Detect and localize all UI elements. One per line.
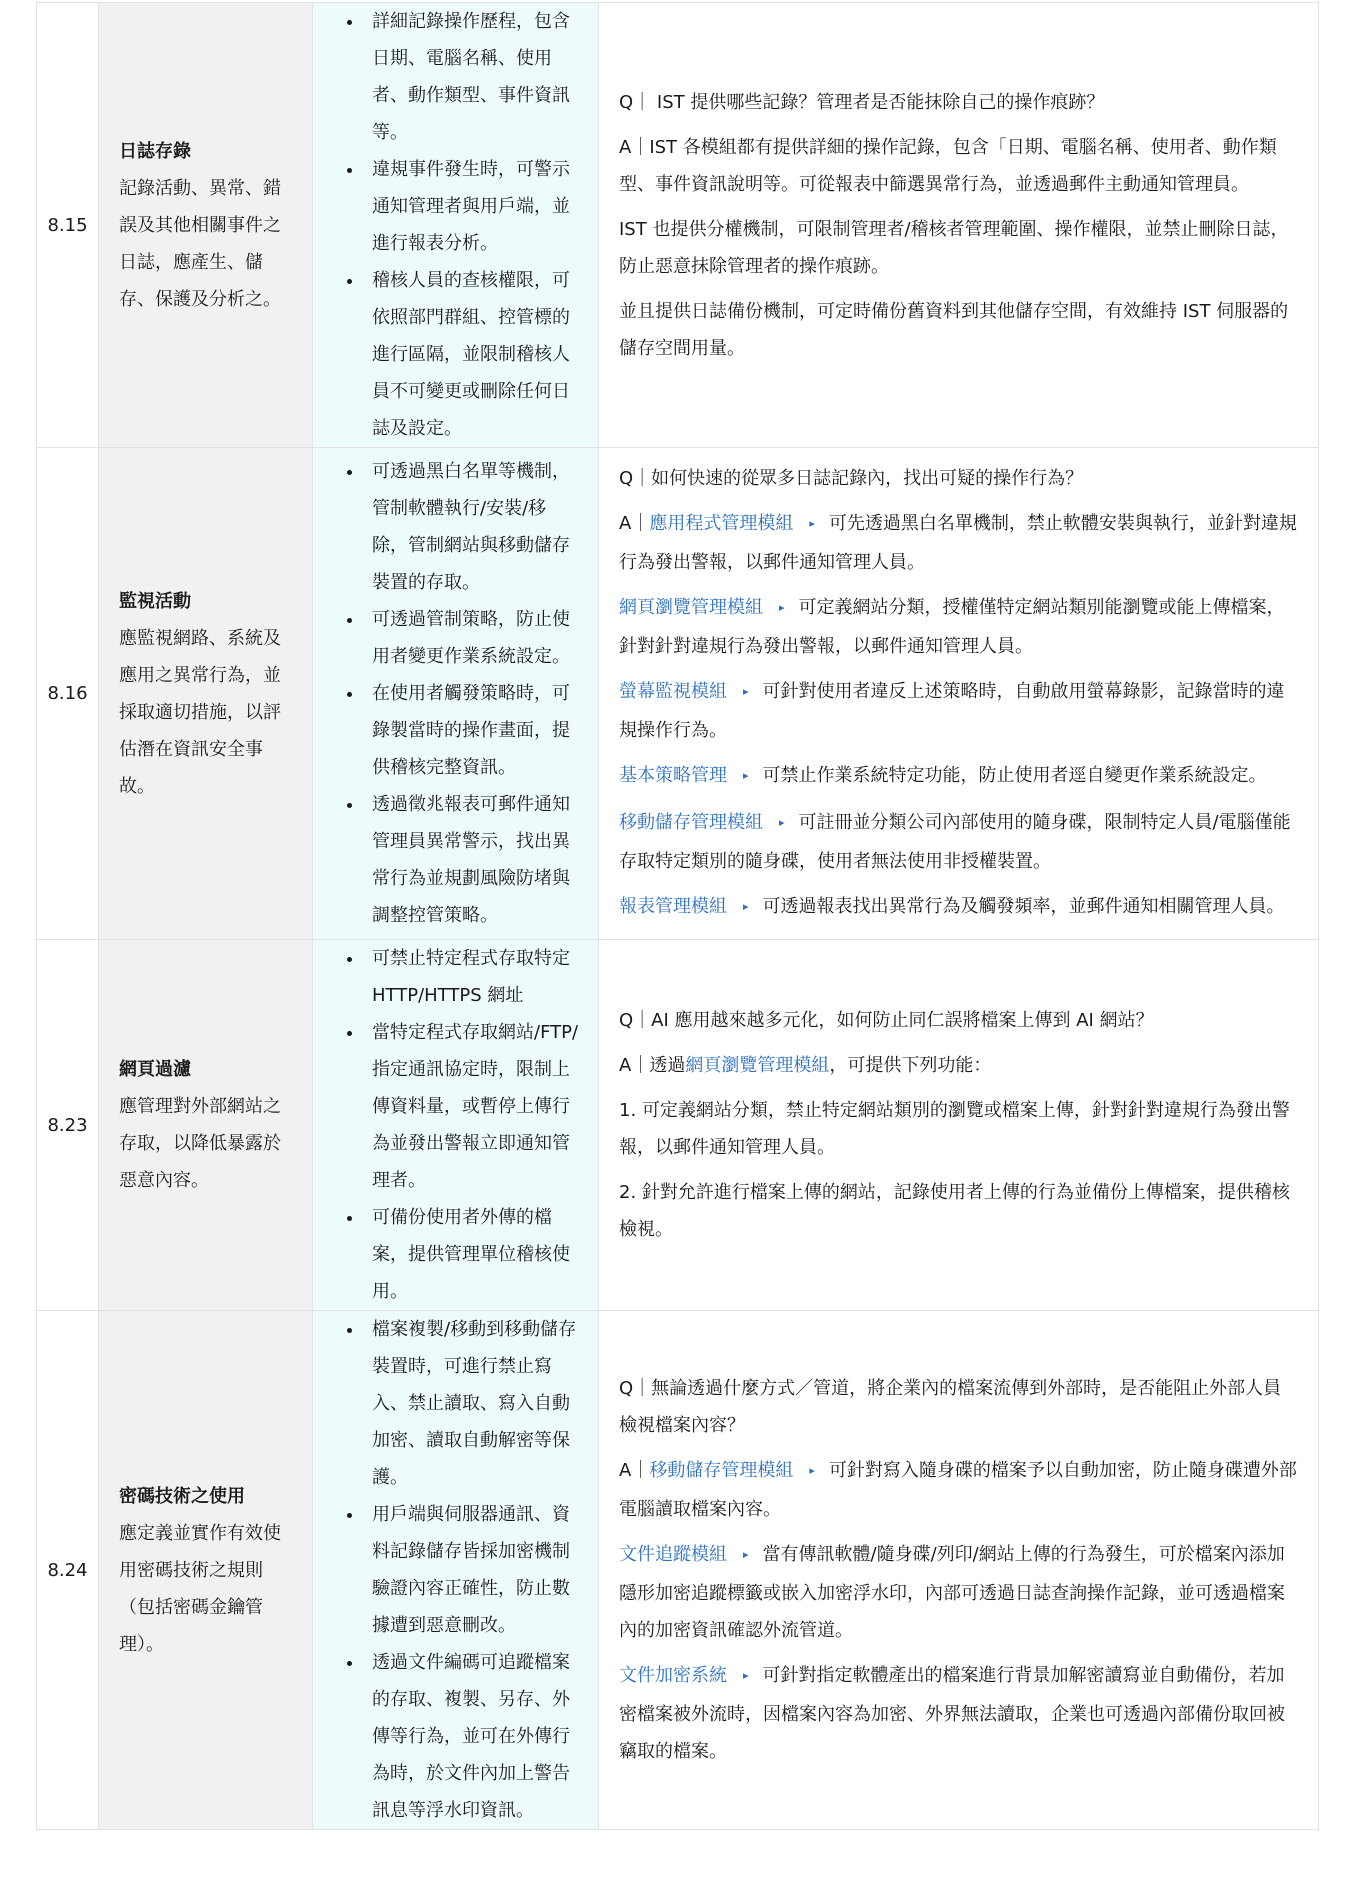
qa-text: A｜IST 各模組都有提供詳細的操作記錄，包含「日期、電腦名稱、使用者、動作類型、事件資訊說明等。可從報表中篩選異常行為，並透過郵件主動通知管理員。	[619, 136, 1277, 195]
qa-text: 可註冊並分類公司內部使用的隨身碟，限制特定人員/電腦僅能存取特定類別的隨身碟，使用者無法使用非授權裝置。	[619, 812, 1291, 872]
feature-item: • 透過徵兆報表可郵件通知管理員異常警示，找出異常行為並規劃風險防堵與調整控管策略。	[364, 786, 580, 934]
feature-item: • 違規事件發生時，可警示通知管理者與用戶端，並進行報表分析。	[364, 151, 580, 262]
qa-text: Q｜AI 應用越來越多元化，如何防止同仁誤將檔案上傳到 AI 網站？	[619, 1010, 1154, 1031]
qa-paragraph	[619, 589, 1298, 665]
features-cell	[313, 3, 599, 448]
arrow-right-icon: ▸	[743, 900, 749, 913]
qa-paragraph	[619, 293, 1298, 367]
qa-text: Q｜無論透過什麼方式／管道，將企業內的檔案流傳到外部時，是否能阻止外部人員檢視檔案內容？	[619, 1378, 1282, 1436]
qa-text: 當有傳訊軟體/隨身碟/列印/網站上傳的行為發生，可於檔案內添加隱形加密追蹤標籤或嵌入加密浮水印，內部可透過日誌查詢操作記錄，並可透過檔案內的加密資訊確認外流管道。	[619, 1544, 1285, 1641]
qa-paragraph	[619, 757, 1298, 796]
qa-paragraph	[619, 888, 1298, 927]
qa-text: 可定義網站分類，授權僅特定網站類別能瀏覽或能上傳檔案，針對針對違規行為發出警報，以郵件通知管理人員。	[619, 597, 1285, 657]
feature-item: • 可透過黑白名單等機制，管制軟體執行/安裝/移除，管制網站與移動儲存裝置的存取。	[364, 453, 580, 601]
qa-paragraph	[619, 1174, 1298, 1248]
qa-text: 可先透過黑白名單機制，禁止軟體安裝與執行，並針對違規行為發出警報，以郵件通知管理人員。	[619, 513, 1297, 573]
qa-paragraph	[619, 1536, 1298, 1649]
features-list	[313, 940, 580, 1310]
feature-item: • 透過文件編碼可追蹤檔案的存取、複製、另存、外傳等行為，並可在外傳行為時，於文件內加上警告訊息等浮水印資訊。	[364, 1644, 580, 1829]
module-link[interactable]: 應用程式管理模組	[649, 513, 794, 534]
module-link[interactable]: 報表管理模組	[619, 896, 727, 917]
qa-paragraph	[619, 1002, 1298, 1039]
control-description: 應定義並實作有效使用密碼技術之規則（包括密碼金鑰管理）。	[119, 1522, 281, 1655]
table-row	[37, 1311, 1319, 1830]
qa-paragraph	[619, 505, 1298, 581]
qa-text: 可針對使用者違反上述策略時，自動啟用螢幕錄影，記錄當時的違規操作行為。	[619, 681, 1285, 741]
qa-paragraph	[619, 84, 1298, 121]
qa-text: 可透過報表找出異常行為及觸發頻率，並郵件通知相關管理人員。	[762, 896, 1285, 917]
module-link[interactable]: 移動儲存管理模組	[619, 812, 763, 833]
module-link[interactable]: 螢幕監視模組	[619, 681, 727, 702]
qa-text: 2. 針對允許進行檔案上傳的網站，記錄使用者上傳的行為並備份上傳檔案，提供稽核檢視。	[619, 1182, 1290, 1240]
iso-controls-table	[36, 2, 1319, 1830]
qa-cell	[599, 3, 1319, 448]
qa-prefix: A｜	[619, 513, 650, 534]
module-link[interactable]: 網頁瀏覽管理模組	[619, 597, 763, 618]
arrow-right-icon: ▸	[809, 517, 815, 530]
control-number: 8.24	[37, 1311, 99, 1830]
qa-text: IST 也提供分權機制，可限制管理者/稽核者管理範圍、操作權限，並禁止刪除日誌，防止惡意抹除管理者的操作痕跡。	[619, 218, 1289, 277]
control-title: 日誌存錄	[119, 140, 191, 162]
features-list	[313, 1311, 580, 1829]
feature-item: • 詳細記錄操作歷程，包含日期、電腦名稱、使用者、動作類型、事件資訊等。	[364, 3, 580, 151]
features-cell	[313, 448, 599, 940]
table-row	[37, 448, 1319, 940]
module-link[interactable]: 文件追蹤模組	[619, 1544, 727, 1565]
qa-cell	[599, 940, 1319, 1311]
qa-text: Q｜ IST 提供哪些記錄？管理者是否能抹除自己的操作痕跡？	[619, 91, 1105, 113]
table-row	[37, 940, 1319, 1311]
qa-text: 可禁止作業系統特定功能，防止使用者逕自變更作業系統設定。	[762, 765, 1267, 786]
arrow-right-icon: ▸	[809, 1464, 815, 1477]
control-cell	[99, 940, 313, 1311]
module-link[interactable]: 移動儲存管理模組	[649, 1460, 794, 1481]
arrow-right-icon: ▸	[779, 816, 785, 829]
qa-cell	[599, 448, 1319, 940]
qa-text: 1. 可定義網站分類，禁止特定網站類別的瀏覽或檔案上傳，針對針對違規行為發出警報，以郵件通知管理人員。	[619, 1100, 1290, 1158]
qa-text: 可針對寫入隨身碟的檔案予以自動加密，防止隨身碟遭外部電腦讀取檔案內容。	[619, 1460, 1297, 1520]
qa-paragraph	[619, 804, 1298, 880]
qa-paragraph	[619, 1092, 1298, 1166]
qa-paragraph	[619, 460, 1298, 497]
module-link[interactable]: 文件加密系統	[619, 1665, 727, 1686]
features-list	[313, 3, 580, 447]
control-description: 記錄活動、異常、錯誤及其他相關事件之日誌，應產生、儲存、保護及分析之。	[119, 177, 281, 310]
features-cell	[313, 940, 599, 1311]
arrow-right-icon: ▸	[743, 685, 749, 698]
control-number: 8.15	[37, 3, 99, 448]
feature-item: • 在使用者觸發策略時，可錄製當時的操作畫面，提供稽核完整資訊。	[364, 675, 580, 786]
arrow-right-icon: ▸	[743, 769, 749, 782]
control-number: 8.23	[37, 940, 99, 1311]
feature-item: • 可透過管制策略，防止使用者變更作業系統設定。	[364, 601, 580, 675]
control-description: 應監視網路、系統及應用之異常行為，並採取適切措施，以評估潛在資訊安全事故。	[119, 627, 281, 797]
arrow-right-icon: ▸	[743, 1548, 749, 1561]
qa-paragraph	[619, 673, 1298, 749]
qa-text: ，可提供下列功能：	[829, 1055, 992, 1076]
control-cell	[99, 3, 313, 448]
feature-item: • 當特定程式存取網站/FTP/指定通訊協定時，限制上傳資料量，或暫停上傳行為並發出警報立即通知管理者。	[364, 1014, 580, 1199]
control-cell	[99, 448, 313, 940]
qa-prefix: A｜	[619, 1460, 650, 1481]
qa-paragraph	[619, 1452, 1298, 1528]
control-title: 監視活動	[119, 590, 191, 612]
feature-item: • 可禁止特定程式存取特定 HTTP/HTTPS 網址	[364, 940, 580, 1014]
feature-item: • 稽核人員的查核權限，可依照部門群組、控管標的進行區隔，並限制稽核人員不可變更或刪除任何日誌及設定。	[364, 262, 580, 447]
arrow-right-icon: ▸	[743, 1669, 749, 1682]
features-list	[313, 453, 580, 934]
table-body	[37, 3, 1319, 1830]
module-link[interactable]: 網頁瀏覽管理模組	[685, 1055, 830, 1076]
qa-paragraph	[619, 1370, 1298, 1444]
qa-paragraph	[619, 1047, 1298, 1084]
feature-item: • 可備份使用者外傳的檔案，提供管理單位稽核使用。	[364, 1199, 580, 1310]
qa-prefix: A｜透過	[619, 1055, 686, 1076]
qa-text: Q｜如何快速的從眾多日誌記錄內，找出可疑的操作行為？	[619, 468, 1084, 489]
qa-paragraph	[619, 211, 1298, 285]
arrow-right-icon: ▸	[779, 601, 785, 614]
control-number: 8.16	[37, 448, 99, 940]
table-row	[37, 3, 1319, 448]
control-title: 密碼技術之使用	[119, 1485, 245, 1507]
features-cell	[313, 1311, 599, 1830]
qa-paragraph	[619, 129, 1298, 203]
feature-item: • 檔案複製/移動到移動儲存裝置時，可進行禁止寫入、禁止讀取、寫入自動加密、讀取自動解密等保護。	[364, 1311, 580, 1496]
control-description: 應管理對外部網站之存取，以降低暴露於惡意內容。	[119, 1096, 281, 1191]
feature-item: • 用戶端與伺服器通訊、資料記錄儲存皆採加密機制驗證內容正確性，防止數據遭到惡意刪改。	[364, 1496, 580, 1644]
qa-cell	[599, 1311, 1319, 1830]
control-title: 網頁過濾	[119, 1059, 191, 1080]
qa-paragraph	[619, 1657, 1298, 1770]
qa-text: 可針對指定軟體產出的檔案進行背景加解密讀寫並自動備份，若加密檔案被外流時，因檔案內容為加密、外界無法讀取，企業也可透過內部備份取回被竊取的檔案。	[619, 1665, 1285, 1762]
module-link[interactable]: 基本策略管理	[619, 765, 727, 786]
control-cell	[99, 1311, 313, 1830]
qa-text: 並且提供日誌備份機制，可定時備份舊資料到其他儲存空間，有效維持 IST 伺服器的儲存空間用量。	[619, 300, 1289, 359]
